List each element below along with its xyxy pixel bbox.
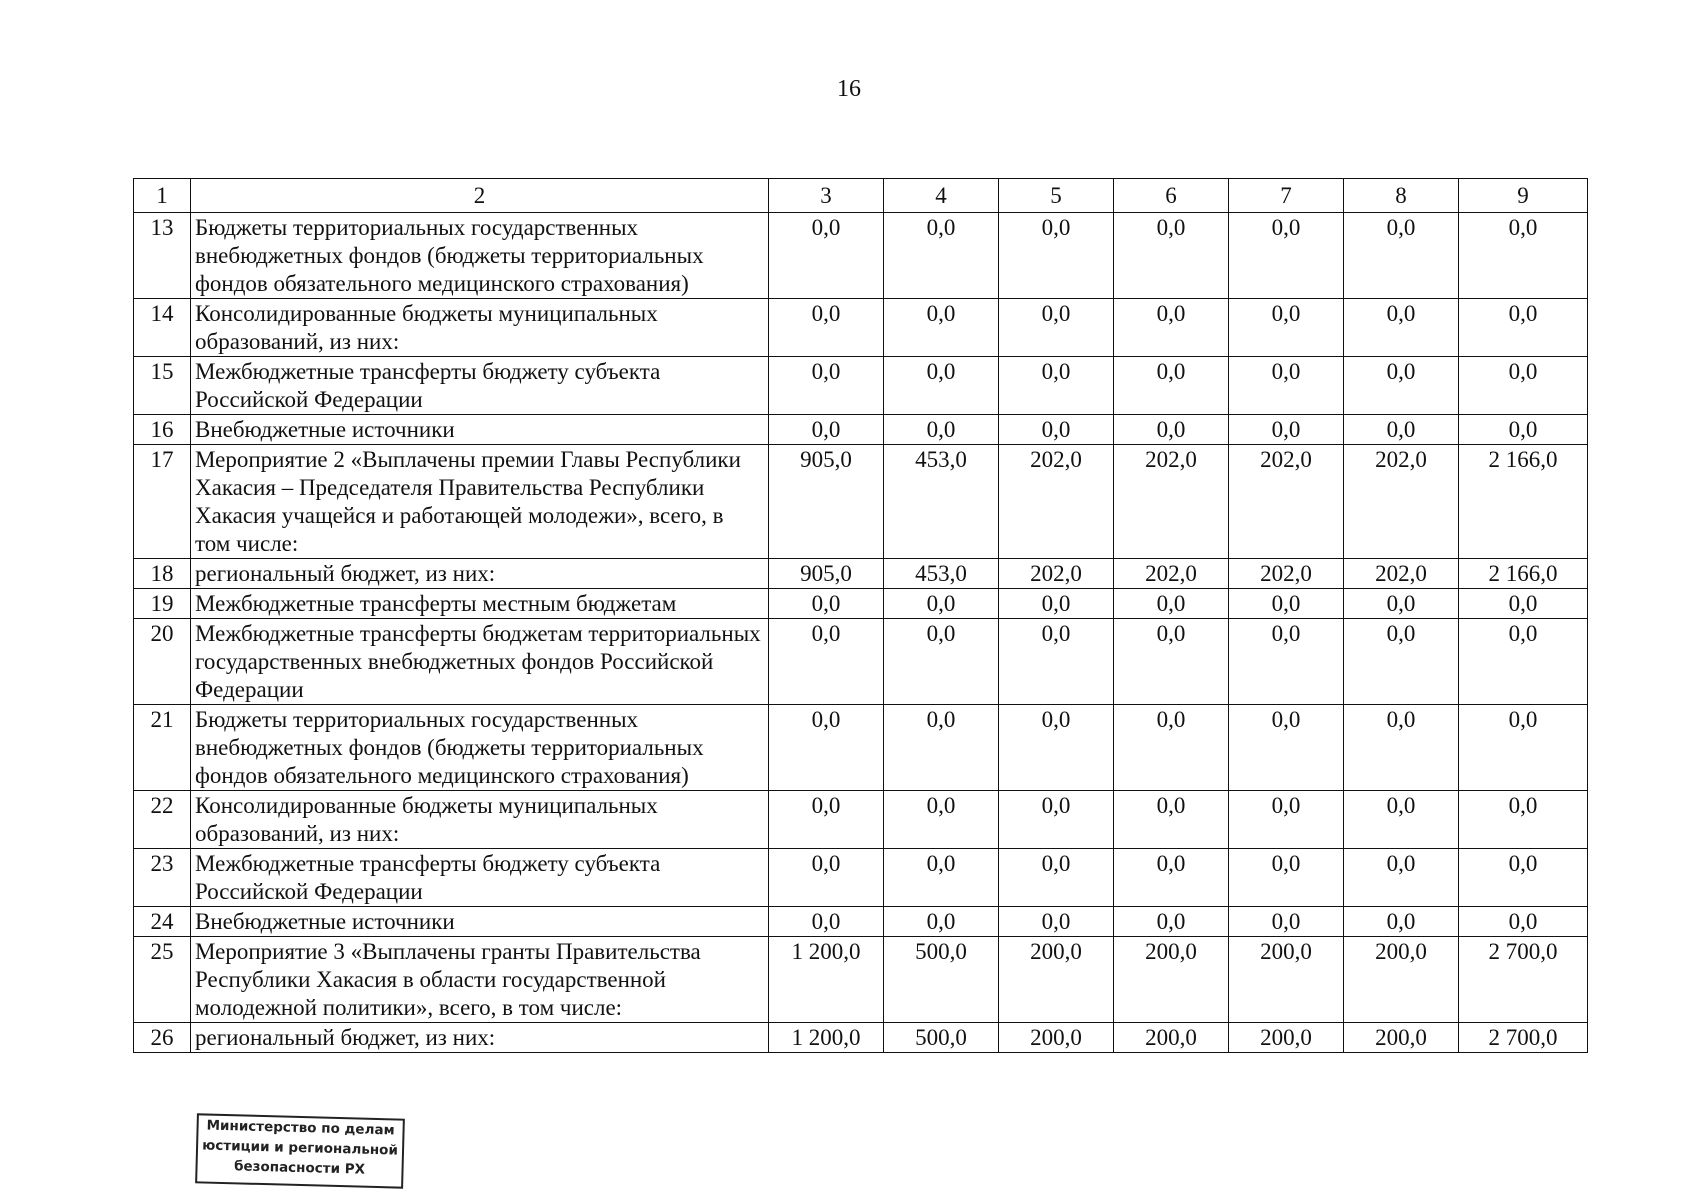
row-name: Консолидированные бюджеты муниципальных образований, из них: <box>191 299 769 357</box>
row-number: 13 <box>134 213 191 299</box>
value-cell: 0,0 <box>769 589 884 619</box>
row-number: 24 <box>134 907 191 937</box>
value-cell: 0,0 <box>884 907 999 937</box>
value-cell: 2 700,0 <box>1459 1023 1588 1053</box>
table-row <box>134 705 1588 791</box>
value-cell: 0,0 <box>1344 589 1459 619</box>
value-cell: 0,0 <box>1114 213 1229 299</box>
stamp-line: безопасности РХ <box>233 1158 366 1178</box>
value-cell: 0,0 <box>1459 299 1588 357</box>
budget-table <box>133 178 1588 1053</box>
value-cell: 0,0 <box>769 213 884 299</box>
row-name: Бюджеты территориальных государственных внебюджетных фондов (бюджеты территориальных фондов обязательного медицинского страхования) <box>191 213 769 299</box>
value-cell: 500,0 <box>884 1023 999 1053</box>
value-cell: 0,0 <box>884 299 999 357</box>
value-cell: 202,0 <box>1344 559 1459 589</box>
row-name: Межбюджетные трансферты бюджету субъекта Российской Федерации <box>191 849 769 907</box>
value-cell: 0,0 <box>1114 705 1229 791</box>
row-number: 15 <box>134 357 191 415</box>
value-cell: 0,0 <box>1229 619 1344 705</box>
table-row <box>134 849 1588 907</box>
value-cell: 202,0 <box>1114 559 1229 589</box>
value-cell: 200,0 <box>1344 937 1459 1023</box>
row-number: 26 <box>134 1023 191 1053</box>
row-name: региональный бюджет, из них: <box>191 559 769 589</box>
value-cell: 0,0 <box>1229 849 1344 907</box>
value-cell: 0,0 <box>999 907 1114 937</box>
table-row <box>134 937 1588 1023</box>
row-number: 22 <box>134 791 191 849</box>
value-cell: 0,0 <box>1344 415 1459 445</box>
table-row <box>134 213 1588 299</box>
column-header: 4 <box>884 179 999 213</box>
value-cell: 0,0 <box>1229 415 1344 445</box>
value-cell: 0,0 <box>1459 791 1588 849</box>
table-row <box>134 1023 1588 1053</box>
value-cell: 202,0 <box>999 559 1114 589</box>
value-cell: 0,0 <box>1344 299 1459 357</box>
value-cell: 0,0 <box>999 213 1114 299</box>
value-cell: 0,0 <box>1344 791 1459 849</box>
value-cell: 0,0 <box>769 299 884 357</box>
value-cell: 0,0 <box>884 705 999 791</box>
row-number: 18 <box>134 559 191 589</box>
table-row <box>134 619 1588 705</box>
row-number: 16 <box>134 415 191 445</box>
value-cell: 200,0 <box>1229 1023 1344 1053</box>
value-cell: 453,0 <box>884 445 999 559</box>
registration-stamp <box>195 1113 405 1188</box>
value-cell: 200,0 <box>1229 937 1344 1023</box>
value-cell: 200,0 <box>1114 937 1229 1023</box>
value-cell: 0,0 <box>1459 415 1588 445</box>
value-cell: 0,0 <box>1114 907 1229 937</box>
stamp-line: юстиции и региональной <box>202 1137 399 1159</box>
value-cell: 0,0 <box>1114 357 1229 415</box>
table-row <box>134 791 1588 849</box>
column-header: 7 <box>1229 179 1344 213</box>
value-cell: 2 700,0 <box>1459 937 1588 1023</box>
value-cell: 0,0 <box>999 415 1114 445</box>
value-cell: 0,0 <box>1114 299 1229 357</box>
value-cell: 202,0 <box>1229 445 1344 559</box>
value-cell: 0,0 <box>769 791 884 849</box>
table-row <box>134 415 1588 445</box>
value-cell: 0,0 <box>884 849 999 907</box>
value-cell: 0,0 <box>884 791 999 849</box>
value-cell: 500,0 <box>884 937 999 1023</box>
value-cell: 0,0 <box>1344 705 1459 791</box>
value-cell: 905,0 <box>769 559 884 589</box>
row-number: 23 <box>134 849 191 907</box>
value-cell: 0,0 <box>1459 213 1588 299</box>
table-row <box>134 559 1588 589</box>
row-name: региональный бюджет, из них: <box>191 1023 769 1053</box>
value-cell: 202,0 <box>1344 445 1459 559</box>
page-number: 16 <box>837 76 861 102</box>
table-row <box>134 907 1588 937</box>
table-row <box>134 299 1588 357</box>
value-cell: 0,0 <box>1459 907 1588 937</box>
value-cell: 0,0 <box>999 299 1114 357</box>
row-name: Межбюджетные трансферты бюджету субъекта Российской Федерации <box>191 357 769 415</box>
value-cell: 0,0 <box>1344 357 1459 415</box>
row-name: Межбюджетные трансферты местным бюджетам <box>191 589 769 619</box>
row-number: 17 <box>134 445 191 559</box>
value-cell: 0,0 <box>1114 415 1229 445</box>
value-cell: 905,0 <box>769 445 884 559</box>
value-cell: 202,0 <box>1229 559 1344 589</box>
row-number: 25 <box>134 937 191 1023</box>
value-cell: 0,0 <box>1344 213 1459 299</box>
value-cell: 0,0 <box>1459 589 1588 619</box>
value-cell: 453,0 <box>884 559 999 589</box>
value-cell: 0,0 <box>769 705 884 791</box>
row-name: Мероприятие 3 «Выплачены гранты Правительства Республики Хакасия в области государственной молодежной политики», всего, в том числе: <box>191 937 769 1023</box>
value-cell: 2 166,0 <box>1459 559 1588 589</box>
row-number: 14 <box>134 299 191 357</box>
value-cell: 202,0 <box>1114 445 1229 559</box>
value-cell: 2 166,0 <box>1459 445 1588 559</box>
value-cell: 0,0 <box>769 357 884 415</box>
value-cell: 200,0 <box>999 1023 1114 1053</box>
column-header: 9 <box>1459 179 1588 213</box>
row-number: 20 <box>134 619 191 705</box>
value-cell: 0,0 <box>1229 357 1344 415</box>
value-cell: 0,0 <box>1459 705 1588 791</box>
value-cell: 0,0 <box>1114 849 1229 907</box>
value-cell: 0,0 <box>1459 357 1588 415</box>
column-header: 2 <box>191 179 769 213</box>
value-cell: 0,0 <box>1229 791 1344 849</box>
column-header: 5 <box>999 179 1114 213</box>
column-header: 1 <box>134 179 191 213</box>
value-cell: 0,0 <box>884 619 999 705</box>
value-cell: 0,0 <box>1459 849 1588 907</box>
table-row <box>134 445 1588 559</box>
value-cell: 0,0 <box>1344 619 1459 705</box>
value-cell: 0,0 <box>884 213 999 299</box>
column-header: 6 <box>1114 179 1229 213</box>
table-header-row <box>134 179 1588 213</box>
value-cell: 0,0 <box>769 907 884 937</box>
value-cell: 0,0 <box>1229 589 1344 619</box>
row-name: Внебюджетные источники <box>191 415 769 445</box>
value-cell: 0,0 <box>1459 619 1588 705</box>
value-cell: 0,0 <box>999 791 1114 849</box>
value-cell: 0,0 <box>884 415 999 445</box>
value-cell: 0,0 <box>999 849 1114 907</box>
value-cell: 202,0 <box>999 445 1114 559</box>
table-row <box>134 589 1588 619</box>
value-cell: 200,0 <box>999 937 1114 1023</box>
row-name: Мероприятие 2 «Выплачены премии Главы Республики Хакасия – Председателя Правительства Республики Хакасия учащейся и работающей молодежи», всего, в том числе: <box>191 445 769 559</box>
value-cell: 200,0 <box>1344 1023 1459 1053</box>
value-cell: 0,0 <box>1229 705 1344 791</box>
column-header: 8 <box>1344 179 1459 213</box>
stamp-line: Министерство по делам <box>206 1117 395 1139</box>
value-cell: 0,0 <box>769 415 884 445</box>
row-number: 21 <box>134 705 191 791</box>
value-cell: 0,0 <box>999 589 1114 619</box>
row-number: 19 <box>134 589 191 619</box>
column-header: 3 <box>769 179 884 213</box>
value-cell: 0,0 <box>1114 589 1229 619</box>
value-cell: 0,0 <box>769 619 884 705</box>
value-cell: 0,0 <box>884 357 999 415</box>
value-cell: 0,0 <box>1114 619 1229 705</box>
row-name: Бюджеты территориальных государственных внебюджетных фондов (бюджеты территориальных фондов обязательного медицинского страхования) <box>191 705 769 791</box>
value-cell: 1 200,0 <box>769 1023 884 1053</box>
value-cell: 0,0 <box>999 357 1114 415</box>
value-cell: 0,0 <box>1344 907 1459 937</box>
value-cell: 0,0 <box>1229 907 1344 937</box>
row-name: Межбюджетные трансферты бюджетам территориальных государственных внебюджетных фондов Российской Федерации <box>191 619 769 705</box>
value-cell: 1 200,0 <box>769 937 884 1023</box>
value-cell: 0,0 <box>1344 849 1459 907</box>
table-row <box>134 357 1588 415</box>
value-cell: 0,0 <box>999 619 1114 705</box>
row-name: Консолидированные бюджеты муниципальных образований, из них: <box>191 791 769 849</box>
value-cell: 200,0 <box>1114 1023 1229 1053</box>
row-name: Внебюджетные источники <box>191 907 769 937</box>
value-cell: 0,0 <box>1229 213 1344 299</box>
value-cell: 0,0 <box>884 589 999 619</box>
value-cell: 0,0 <box>769 849 884 907</box>
value-cell: 0,0 <box>1114 791 1229 849</box>
value-cell: 0,0 <box>1229 299 1344 357</box>
value-cell: 0,0 <box>999 705 1114 791</box>
